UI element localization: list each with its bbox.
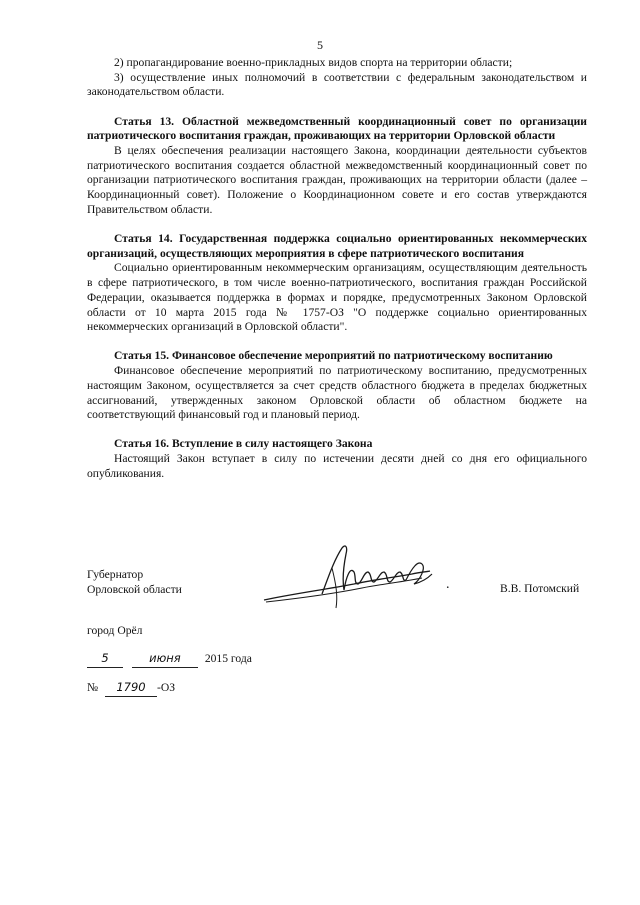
document-body	[87, 56, 587, 482]
law-number-field	[105, 680, 157, 697]
article-13-text: В целях обеспечения реализации настоящего Закона, координации деятельности субъектов патриотического воспитания создается областной межведомственный координационный совет по организации патриотического воспитания граждан, проживающих на территории области (далее – Координационный совет). Положение о Координационном совете и его состав утверждаются Правительством области.	[87, 144, 587, 216]
city: город Орёл	[87, 624, 143, 637]
law-number	[87, 680, 175, 697]
article-15-heading: Статья 15. Финансовое обеспечение мероприятий по патриотическому воспитанию	[114, 349, 553, 363]
date-month-field	[132, 651, 198, 668]
signing-date	[87, 651, 252, 668]
list-item: 2) пропагандирование военно-прикладных видов спорта на территории области;	[114, 56, 513, 69]
signature-dot: .	[446, 577, 450, 592]
date-day-field	[87, 651, 123, 668]
article-13-heading: Статья 13. Областной межведомственный координационный совет по организации патриотического воспитания граждан, проживающих на территории Орловской области	[87, 114, 587, 143]
article-14-text: Социально ориентированным некоммерческим организациям, осуществляющим деятельность в сфере патриотического, в том числе военно-патриотического, воспитания граждан Российской Федерации, оказывается поддержка в формах и порядке, предусмотренных Законом Орловской области от 10 марта 2015 года № 1757-ОЗ "О поддержке социально ориентированных некоммерческих организаций в Орловской области".	[87, 261, 587, 334]
date-month: июня	[149, 651, 181, 665]
date-year: 2015 года	[204, 652, 252, 665]
page-number: 5	[317, 38, 323, 52]
signer-position	[87, 568, 182, 597]
signer-name: В.В. Потомский	[500, 582, 580, 595]
article-15-text: Финансовое обеспечение мероприятий по патриотическому воспитанию, предусмотренных настоящим Законом, осуществляется за счет средств областного бюджета в пределах бюджетных ассигнований, утвержденных законом Орловской области об областном бюджете на соответствующий финансовый год и плановый период.	[87, 364, 587, 422]
law-number-value: 1790	[116, 680, 146, 694]
article-16-heading: Статья 16. Вступление в силу настоящего Закона	[114, 437, 373, 451]
law-number-suffix: -ОЗ	[156, 681, 176, 694]
law-number-prefix: №	[87, 681, 99, 694]
handwritten-signature	[262, 538, 442, 618]
article-16-text: Настоящий Закон вступает в силу по истечении десяти дней со дня его официального опубликования.	[87, 452, 587, 480]
signer-position-line1: Губернатор	[87, 568, 144, 581]
list-item: 3) осуществление иных полномочий в соответствии с федеральным законодательством и законодательством области.	[87, 70, 587, 99]
date-day: 5	[101, 651, 109, 665]
signer-position-line2: Орловской области	[87, 582, 182, 596]
article-14-heading: Статья 14. Государственная поддержка социально ориентированных некоммерческих организаций, осуществляющих мероприятия в сфере патриотического воспитания	[87, 232, 587, 260]
